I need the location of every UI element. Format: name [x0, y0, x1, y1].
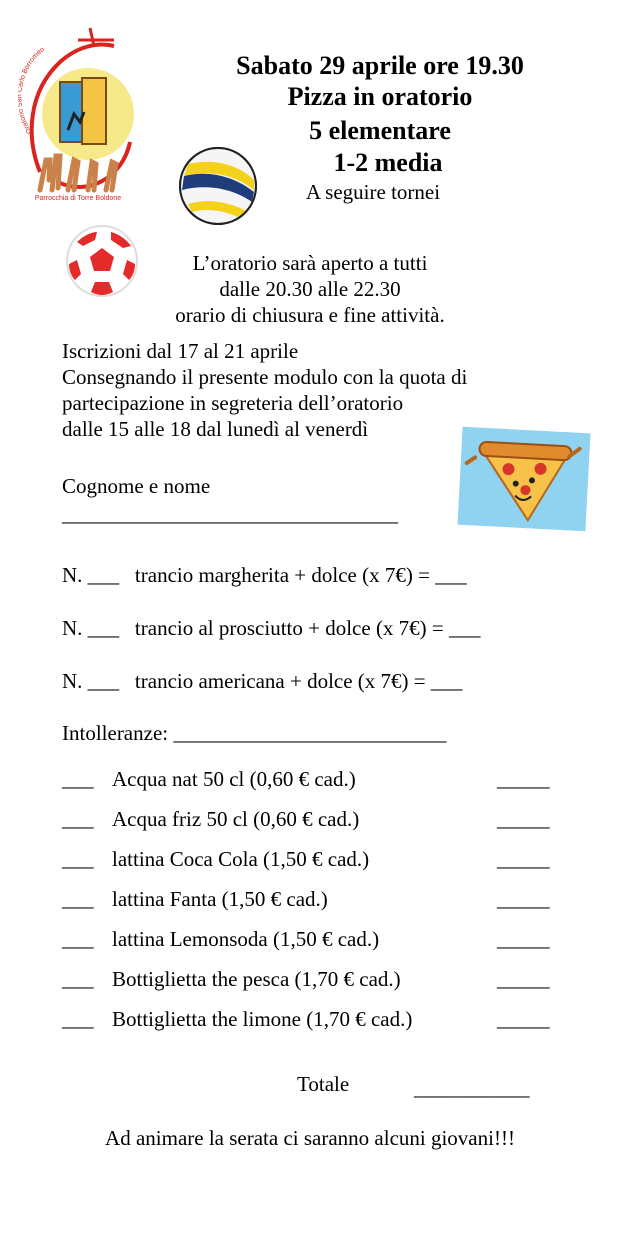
registration-line-1: Iscrizioni dal 17 al 21 aprile — [62, 339, 299, 363]
pizza-slice-icon — [458, 427, 591, 532]
event-subtitle: Pizza in oratorio — [287, 82, 473, 111]
intolerances-field[interactable]: Intolleranze: __________________________ — [62, 721, 447, 745]
opening-line-2: dalle 20.30 alle 22.30 — [219, 277, 401, 301]
drink-qty-blank[interactable]: ___ — [62, 1007, 94, 1031]
drink-total-blank[interactable]: _____ — [497, 887, 550, 911]
volleyball-icon — [178, 146, 258, 226]
drink-qty-blank[interactable]: ___ — [62, 767, 94, 791]
name-blank-line[interactable]: ________________________________ — [62, 502, 398, 526]
logo-graphic — [18, 22, 138, 202]
pizza-qty-blank[interactable]: N. ___ — [62, 563, 120, 587]
drink-item: lattina Fanta (1,50 € cad.) — [112, 887, 328, 911]
pizza-row — [62, 616, 481, 641]
drink-qty-blank[interactable]: ___ — [62, 887, 94, 911]
name-label: Cognome e nome — [62, 474, 211, 498]
drink-total-blank[interactable]: _____ — [497, 807, 550, 831]
total-blank[interactable]: ___________ — [414, 1076, 530, 1100]
event-date-title: Sabato 29 aprile ore 19.30 — [236, 51, 524, 80]
drink-item: Bottiglietta the limone (1,70 € cad.) — [112, 1007, 413, 1031]
pizza-qty-blank[interactable]: N. ___ — [62, 616, 120, 640]
pizza-qty-blank[interactable]: N. ___ — [62, 669, 120, 693]
drink-total-blank[interactable]: _____ — [497, 967, 550, 991]
registration-line-2: Consegnando il presente modulo con la quota di — [62, 365, 468, 389]
drink-qty-blank[interactable]: ___ — [62, 847, 94, 871]
pizza-illustration — [458, 427, 591, 532]
pizza-row — [62, 669, 462, 694]
drink-item: Acqua nat 50 cl (0,60 € cad.) — [112, 767, 356, 791]
opening-line-1: L’oratorio sarà aperto a tutti — [192, 251, 428, 275]
logo-bottom-text: Parrocchia di Torre Boldone — [34, 195, 122, 202]
drink-qty-blank[interactable]: ___ — [62, 927, 94, 951]
event-tournaments: A seguire tornei — [305, 180, 441, 204]
logo-arc-text: Oratorio arlo Borromeo — [18, 46, 46, 135]
pizza-row — [62, 563, 467, 588]
soccer-ball-icon — [65, 224, 139, 298]
drink-qty-blank[interactable]: ___ — [62, 807, 94, 831]
drink-total-blank[interactable]: _____ — [497, 847, 550, 871]
footer-message: Ad animare la serata ci saranno alcuni giovani!!! — [105, 1126, 515, 1150]
drink-item: Bottiglietta the pesca (1,70 € cad.) — [112, 967, 401, 991]
event-class-elementary: 5 elementare — [309, 116, 451, 145]
pizza-item: trancio margherita + dolce (x 7€) = ___ — [134, 563, 467, 587]
drink-total-blank[interactable]: _____ — [497, 1007, 550, 1031]
total-label: Totale — [297, 1072, 350, 1096]
drink-item: Acqua friz 50 cl (0,60 € cad.) — [112, 807, 360, 831]
registration-line-3: partecipazione in segreteria dell’oratorio — [62, 391, 404, 415]
drink-qty-blank[interactable]: ___ — [62, 967, 94, 991]
drink-total-blank[interactable]: _____ — [497, 767, 550, 791]
opening-line-3: orario di chiusura e fine attività. — [175, 303, 445, 327]
drink-item: lattina Coca Cola (1,50 € cad.) — [112, 847, 370, 871]
pizza-item: trancio americana + dolce (x 7€) = ___ — [134, 669, 463, 693]
drink-total-blank[interactable]: _____ — [497, 927, 550, 951]
event-class-middle: 1-2 media — [333, 148, 443, 177]
pizza-item: trancio al prosciutto + dolce (x 7€) = ___ — [134, 616, 481, 640]
parish-logo — [18, 22, 138, 202]
drink-item: lattina Lemonsoda (1,50 € cad.) — [112, 927, 380, 951]
registration-line-4: dalle 15 alle 18 dal lunedì al venerdì — [62, 417, 369, 441]
